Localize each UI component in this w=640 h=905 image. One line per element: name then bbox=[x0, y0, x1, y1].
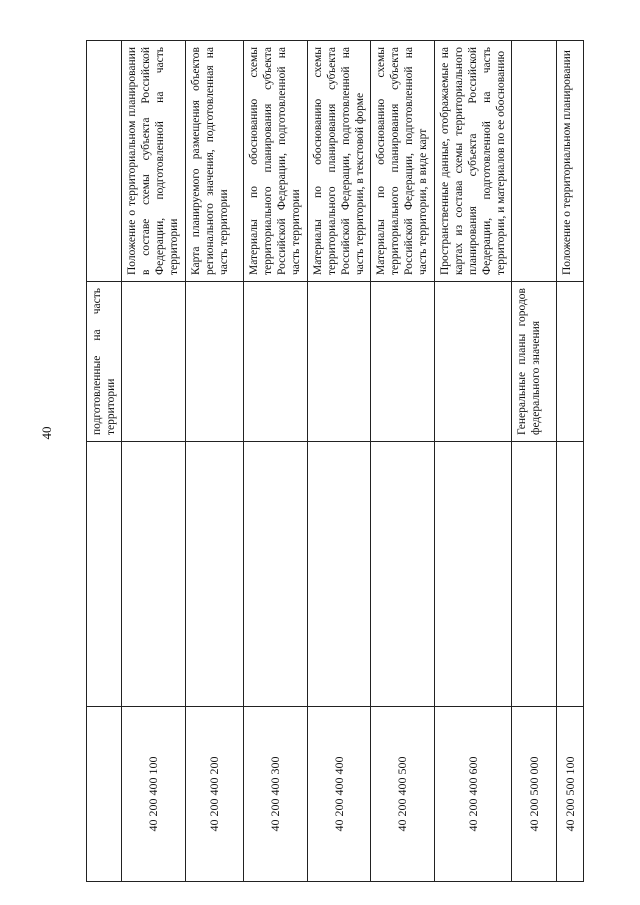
table-cell-a bbox=[512, 442, 556, 707]
table-cell-b bbox=[185, 282, 243, 442]
table-row bbox=[185, 41, 243, 882]
table-row bbox=[371, 41, 435, 882]
table-cell-code: 40 200 400 200 bbox=[185, 707, 243, 882]
page-number: 40 bbox=[39, 426, 54, 440]
table-row bbox=[307, 41, 371, 882]
table-cell-c: Положение о территориальном планировании bbox=[556, 41, 583, 282]
table-cell-b bbox=[434, 282, 512, 442]
table-cell-b bbox=[371, 282, 435, 442]
document-table-wrapper bbox=[86, 41, 584, 882]
table-cell-c: Положение о территориальном планировании в составе схемы субъекта Российской Федерации, подготовленной на часть территории bbox=[122, 41, 186, 282]
table-cell-c: Пространственные данные, отображаемые на картах из состава схемы территориального планирования субъекта Российской Федерации, подготовленной на часть территории, и материалов по ее обоснованию bbox=[434, 41, 512, 282]
table-cell-b bbox=[307, 282, 371, 442]
table-header-row bbox=[87, 41, 122, 882]
table-cell-b bbox=[244, 282, 308, 442]
table-row bbox=[122, 41, 186, 882]
table-row bbox=[244, 41, 308, 882]
classification-table bbox=[86, 40, 584, 882]
table-cell-a bbox=[434, 442, 512, 707]
table-cell-a bbox=[87, 442, 122, 707]
table-cell-c: Карта планируемого размещения объектов регионального значения, подготовленная на часть территории bbox=[185, 41, 243, 282]
table-cell-b bbox=[556, 282, 583, 442]
table-cell-c: Материалы по обоснованию схемы территориального планирования субъекта Российской Федерации, подготовленной на часть территории, в виде карт bbox=[371, 41, 435, 282]
table-cell-a bbox=[244, 442, 308, 707]
table-cell-c bbox=[87, 41, 122, 282]
table-cell-code: 40 200 400 400 bbox=[307, 707, 371, 882]
table-cell-code: 40 200 400 600 bbox=[434, 707, 512, 882]
table-row bbox=[556, 41, 583, 882]
table-cell-a bbox=[307, 442, 371, 707]
table-row bbox=[512, 41, 556, 882]
table-cell-code: 40 200 400 500 bbox=[371, 707, 435, 882]
table-cell-code: 40 200 400 300 bbox=[244, 707, 308, 882]
table-cell-header: подготовленные на часть территории bbox=[87, 282, 122, 442]
table-cell-c: Материалы по обоснованию схемы территориального планирования субъекта Российской Федерации, подготовленной на часть территории bbox=[244, 41, 308, 282]
table-cell-a bbox=[556, 442, 583, 707]
table-cell-c: Материалы по обоснованию схемы территориального планирования субъекта Российской Федерации, подготовленной на часть территории, в текстовой форме bbox=[307, 41, 371, 282]
table-cell-code: 40 200 400 100 bbox=[122, 707, 186, 882]
table-cell-c bbox=[512, 41, 556, 282]
table-cell-a bbox=[371, 442, 435, 707]
table-cell-b: Генеральные планы городов федерального значения bbox=[512, 282, 556, 442]
table-cell-code: 40 200 500 000 bbox=[512, 707, 556, 882]
table-cell-code bbox=[87, 707, 122, 882]
table-cell-a bbox=[185, 442, 243, 707]
table-cell-code: 40 200 500 100 bbox=[556, 707, 583, 882]
table-cell-b bbox=[122, 282, 186, 442]
table-cell-a bbox=[122, 442, 186, 707]
table-row bbox=[434, 41, 512, 882]
